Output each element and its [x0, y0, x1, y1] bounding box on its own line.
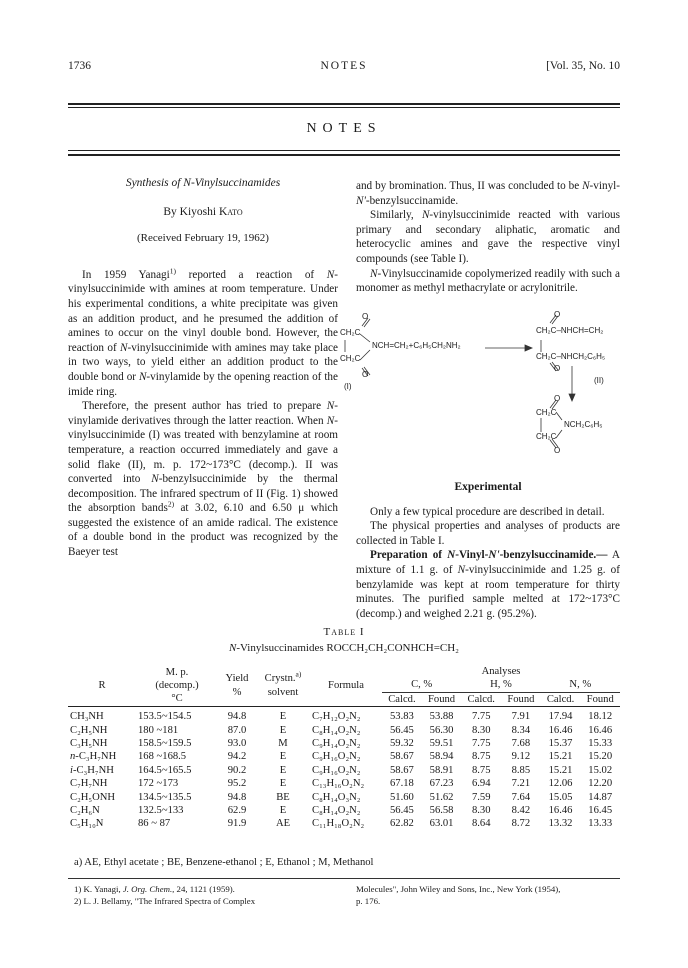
table-cell-cc: 58.67: [389, 764, 414, 776]
col-h-calcd: Calcd.: [467, 693, 495, 705]
right-paragraph-3: N-Vinylsuccinamide copolymerized readily with such a monomer as methyl methacrylate or acrylonitrile.: [356, 267, 620, 295]
experimental-paragraph-2: The physical properties and analyses of products are collected in Table I.: [356, 520, 620, 547]
table-cell-nc: 15.21: [548, 751, 573, 763]
table-label: Table I: [323, 626, 365, 638]
footnote-2: 2) L. J. Bellamy, "The Infrared Spectra of Complex: [74, 896, 256, 906]
table-cell-cf: 53.88: [429, 711, 454, 723]
table-cell-solv: E: [279, 764, 287, 776]
left-column: [68, 176, 338, 560]
table-cell-yield: 90.2: [227, 764, 247, 776]
scheme-label-ii: (II): [594, 376, 604, 385]
table-row: [68, 817, 620, 830]
table-cell-hc: 8.75: [471, 751, 491, 763]
table-cell-nf: 14.87: [588, 791, 613, 803]
table-cell-hc: 8.64: [471, 818, 491, 830]
table-cell-cc: 59.32: [389, 738, 414, 750]
table-cell-solv: E: [279, 711, 287, 723]
table-cell-mp: 168 ~168.5: [138, 751, 187, 763]
scheme-ii-o-bot: O: [554, 364, 561, 373]
table-cell-hc: 8.30: [471, 805, 491, 817]
table-cell-hf: 9.12: [511, 751, 531, 763]
left-paragraph-2: Therefore, the present author has tried to prepare N-vinylamide derivatives through the latter reaction. When N-vinylsuccinimide (I) was treated with benzylamine at room temperature, a reaction occurred immediately and gave a solid flake (II), m. p. 172~173°C (decomp.). II was converted into N-benzylsuccinimide by the thermal decomposition. The infrared spectrum of II (Fig. 1) showed the absorption bands$^{2)}$ at 3.02, 6.10 and 6.50 μ which suggested the existence of an amide radical. The existence of a double bond in the product was recognized by the Baeyer test: [68, 400, 338, 559]
ref-1: 1): [169, 266, 176, 276]
table-cell-r: i-C₃H₇NH: [70, 764, 114, 776]
experimental-heading: Experimental: [454, 481, 522, 493]
table-cell-cc: 58.67: [389, 751, 414, 763]
table-cell-nf: 15.33: [588, 738, 613, 750]
table-cell-cc: 56.45: [389, 805, 414, 817]
table-cell-nc: 15.21: [548, 764, 573, 776]
table-cell-yield: 94.8: [227, 791, 247, 803]
table-row: [68, 804, 620, 817]
table-cell-nc: 16.46: [548, 724, 573, 736]
table-cell-yield: 62.9: [227, 805, 247, 817]
scheme-i-o-bot: O: [362, 370, 369, 379]
table-cell-nc: 16.46: [548, 805, 573, 817]
experimental-paragraph-3: Preparation of N-Vinyl-N'-benzylsuccinamide.— A mixture of 1.1 g. of N-vinylsuccinimide and 1.25 g. of benzylamide was kept at room temperature for thirty minutes. The purified sample melted at 172~173°C (decomp.) and weighed 2.21 g. (95.2%).: [356, 549, 620, 620]
table-cell-nc: 12.06: [548, 778, 573, 790]
table-cell-mp: 180 ~181: [138, 724, 179, 736]
table-cell-nc: 13.32: [548, 818, 573, 830]
table-cell-hc: 7.75: [471, 738, 491, 750]
scheme-iii-o-top: O: [554, 394, 561, 403]
table-cell-hc: 7.59: [471, 791, 491, 803]
table-cell-nc: 15.05: [548, 791, 573, 803]
table-row: [68, 791, 620, 804]
section-rule: [68, 154, 620, 156]
col-analyses: Analyses: [481, 666, 521, 677]
footnote-1: 1) K. Yanagi, J. Org. Chem., 24, 1121 (1959).: [74, 884, 235, 894]
table-cell-mp: 86 ~ 87: [138, 818, 171, 830]
table-cell-cf: 67.23: [429, 778, 454, 790]
footnote-2-cont-page: p. 176.: [356, 896, 381, 906]
table-cell-cc: 62.82: [389, 818, 414, 830]
table-cell-cf: 59.51: [429, 738, 454, 750]
table-cell-cf: 63.01: [429, 818, 454, 830]
table-cell-cc: 51.60: [389, 791, 414, 803]
table-cell-yield: 94.2: [227, 751, 247, 763]
col-n-found: Found: [586, 693, 614, 705]
volume-info: [Vol. 35, No. 10: [546, 60, 620, 72]
table-cell-solv: E: [279, 724, 287, 736]
table-cell-formula: C₈H₁₄O₂N₂: [312, 724, 361, 736]
scheme-i-ch2c-top: CH₂C: [340, 328, 361, 337]
footnote-left: [74, 883, 334, 907]
table-cell-solv: E: [279, 805, 287, 817]
table-cell-formula: C₉H₁₄O₂N₂: [312, 738, 361, 750]
scheme-iii-ch2c-bot: CH₂C: [536, 432, 557, 441]
table-cell-yield: 93.0: [227, 738, 247, 750]
table-cell-hf: 8.72: [511, 818, 531, 830]
table-cell-mp: 132.5~133: [138, 805, 184, 817]
col-h-found: Found: [507, 693, 535, 705]
table-cell-mp: 164.5~165.5: [138, 764, 192, 776]
scheme-ii-o-top: O: [554, 310, 561, 319]
table-cell-hf: 7.21: [511, 778, 531, 790]
right-paragraph-1: and by bromination. Thus, II was concluded to be N-vinyl-N'-benzylsuccinamide.: [356, 180, 620, 207]
table-cell-hc: 6.94: [471, 778, 491, 790]
section-rule-thin: [68, 150, 620, 151]
experimental-section: [356, 480, 620, 621]
table-cell-r: C₃H₅NH: [70, 738, 108, 750]
table-row: [68, 764, 620, 777]
col-c: C, %: [382, 678, 461, 692]
table-cell-hf: 7.91: [511, 711, 531, 723]
table-cell-solv: BE: [276, 791, 290, 803]
table-cell-cf: 56.58: [429, 805, 454, 817]
table-cell-cf: 58.91: [429, 764, 454, 776]
scheme-iii-n: NCH₂C₆H₅: [564, 420, 603, 429]
table-cell-cf: 56.30: [429, 724, 454, 736]
received-date: (Received February 19, 1962): [137, 232, 269, 245]
table-cell-formula: C₉H₁₆O₂N₂: [312, 751, 361, 763]
table-cell-cf: 58.94: [429, 751, 454, 763]
table-cell-r: C₂H₆N: [70, 805, 100, 817]
table-cell-cf: 51.62: [429, 791, 454, 803]
running-section: NOTES: [320, 60, 368, 72]
table-cell-hf: 7.64: [511, 791, 531, 803]
table-row: [68, 707, 620, 724]
table-cell-yield: 94.8: [227, 711, 247, 723]
col-mp: M. p. (decomp.) °C: [155, 666, 199, 705]
table-row: [68, 750, 620, 763]
table-cell-nf: 12.20: [588, 778, 613, 790]
left-paragraph-1: In 1959 Yanagi$^{1)}$ reported a reaction of N-vinylsuccinimide with amines at room temperature. Under his experimental conditions, a white precipitate was given as an addition product, and he presumed the addition of amines to occur on the vinyl double bond. However, the reaction of N-vinylsuccinimide with amines may take place in two ways, to yield either an addition product to the double bond or N-vinylamide by the opening reaction of the imide ring.: [68, 266, 338, 398]
table-cell-cc: 56.45: [389, 724, 414, 736]
table-cell-nc: 15.37: [548, 738, 573, 750]
footnote-2-cont: Molecules", John Wiley and Sons, Inc., New York (1954),: [356, 884, 561, 894]
table-cell-nf: 13.33: [588, 818, 613, 830]
right-column-top: [356, 179, 620, 296]
table-cell-mp: 158.5~159.5: [138, 738, 192, 750]
section-title: NOTES: [306, 121, 382, 136]
table-cell-formula: C₁₁H₁₈O₂N₂: [312, 818, 365, 830]
scheme-ii-top: CH₂C–NHCH=CH₂: [536, 326, 604, 335]
table-cell-nc: 17.94: [548, 711, 573, 723]
table-cell-hf: 8.85: [511, 764, 531, 776]
scheme-iii-o-bot: O: [554, 446, 561, 455]
table-cell-hf: 8.42: [511, 805, 531, 817]
table-cell-r: C₇H₇NH: [70, 778, 108, 790]
table-cell-solv: AE: [275, 818, 291, 830]
col-n-calcd: Calcd.: [546, 693, 575, 705]
table-cell-r: CH₃NH: [70, 711, 104, 723]
table-cell-cc: 67.18: [389, 778, 414, 790]
table-cell-formula: C₈H₁₄O₂N₂: [312, 805, 361, 817]
data-table: [68, 665, 620, 831]
table-cell-yield: 91.9: [227, 818, 247, 830]
table-row: [68, 777, 620, 790]
table-row: [68, 737, 620, 750]
table-cell-nf: 16.45: [588, 805, 613, 817]
scheme-ii-bot: CH₂C–NHCH₂C₆H₅: [536, 352, 606, 361]
col-c-calcd: Calcd.: [388, 693, 416, 705]
ref-2: 2): [167, 499, 175, 509]
col-n: N, %: [541, 678, 620, 692]
reaction-scheme: [340, 310, 625, 460]
table-cell-solv: M: [278, 738, 288, 750]
table-cell-solv: E: [279, 778, 287, 790]
table-cell-hc: 8.30: [471, 724, 491, 736]
article-title: Synthesis of N-Vinylsuccinamides: [125, 177, 281, 189]
scheme-i-ch2c-bot: CH₂C: [340, 354, 361, 363]
footnote-right: [356, 883, 620, 907]
table-caption: N-Vinylsuccinamides ROCCH₂CH₂CONHCH=CH₂: [228, 642, 460, 654]
table-cell-yield: 87.0: [227, 724, 247, 736]
table-cell-hf: 7.68: [511, 738, 531, 750]
scheme-i-n: NCH=CH₂+C₆H₅CH₂NH₂: [372, 341, 461, 350]
author: By Kiyoshi Kato: [163, 205, 243, 218]
table-cell-nf: 15.20: [588, 751, 613, 763]
table-cell-nf: 15.02: [588, 764, 613, 776]
table-cell-formula: C₁₃H₁₆O₂N₂: [312, 778, 365, 790]
col-r: R: [98, 679, 106, 691]
table-row: [68, 724, 620, 737]
table-cell-r: C₂H₅NH: [70, 724, 108, 736]
table-cell-formula: C₈H₁₄O₃N₂: [312, 791, 361, 803]
footnote-rule: [68, 878, 620, 879]
table-cell-hc: 8.75: [471, 764, 491, 776]
table-cell-mp: 153.5~154.5: [138, 711, 192, 723]
top-rule-thin: [68, 107, 620, 108]
table-cell-yield: 95.2: [227, 778, 247, 790]
experimental-paragraph-1: Only a few typical procedure are described in detail.: [370, 505, 605, 518]
table-cell-hf: 8.34: [511, 724, 531, 736]
scheme-label-i: (I): [344, 382, 352, 391]
table-cell-cc: 53.83: [389, 711, 414, 723]
col-h: H, %: [461, 678, 540, 692]
table-cell-hc: 7.75: [471, 711, 491, 723]
table-cell-nf: 18.12: [588, 711, 613, 723]
col-formula: Formula: [328, 679, 364, 691]
table-cell-r: n-C₃H₇NH: [70, 751, 117, 763]
table-cell-formula: C₇H₁₂O₂N₂: [312, 711, 361, 723]
table-cell-r: C₅H₁₀N: [70, 818, 104, 830]
scheme-iii-ch2c-top: CH₂C: [536, 408, 557, 417]
table-cell-solv: E: [279, 751, 287, 763]
right-paragraph-2: Similarly, N-vinylsuccinimide reacted with various primary and secondary aliphatic, aromatic and heterocyclic amines and gave the respective vinyl compounds (see Table I).: [356, 209, 620, 265]
col-yield: Yield %: [225, 673, 249, 698]
col-c-found: Found: [428, 693, 456, 705]
table-cell-r: C₂H₅ONH: [70, 791, 116, 803]
table-cell-mp: 172 ~173: [138, 778, 179, 790]
scheme-i-o-top: O: [362, 312, 369, 321]
table-cell-formula: C₉H₁₆O₂N₂: [312, 764, 361, 776]
table-cell-nf: 16.46: [588, 724, 613, 736]
table-cell-mp: 134.5~135.5: [138, 791, 192, 803]
col-solvent: Crystn.$^{a)}$ solvent: [264, 669, 302, 698]
top-rule: [68, 103, 620, 105]
table-footnote: a) AE, Ethyl acetate ; BE, Benzene-ethanol ; E, Ethanol ; M, Methanol: [74, 857, 374, 868]
page-number: 1736: [68, 60, 91, 72]
